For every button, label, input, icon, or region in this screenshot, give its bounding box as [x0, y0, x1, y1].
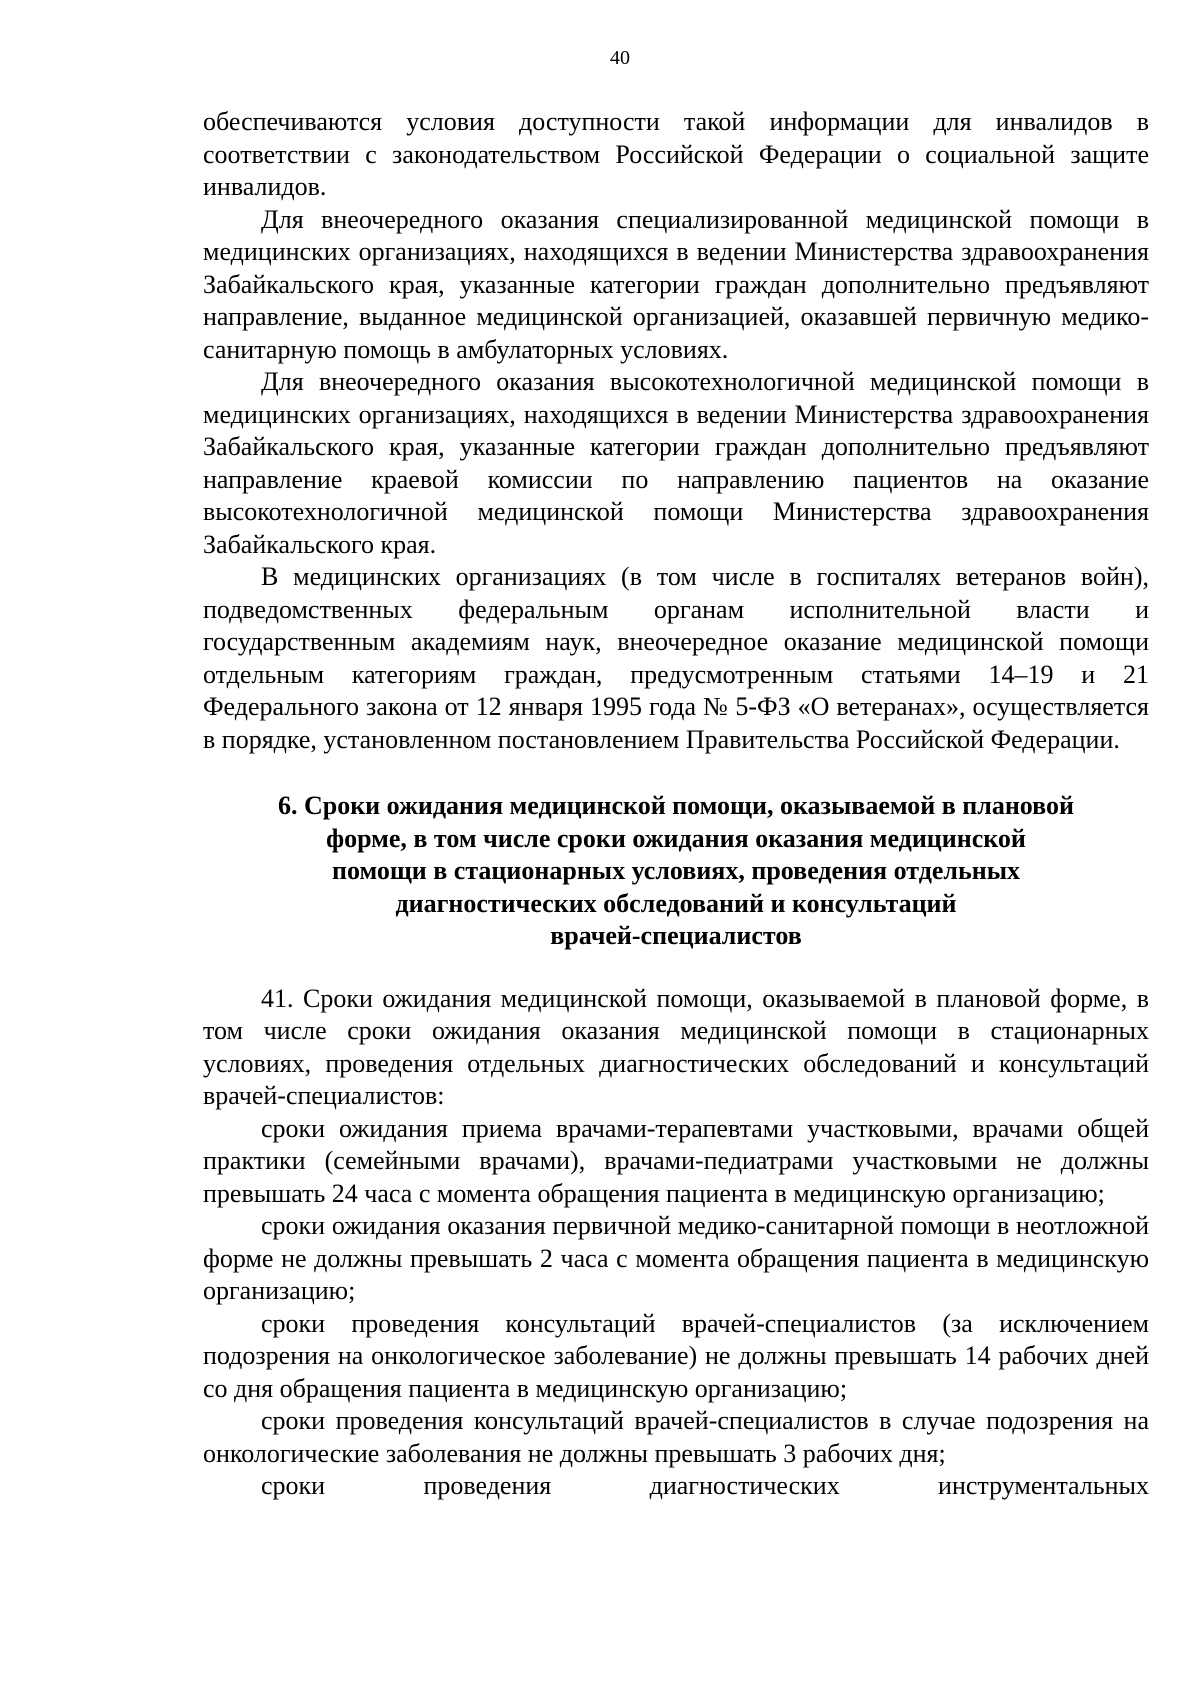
paragraph-item-41: 41. Сроки ожидания медицинской помощи, оказываемой в плановой форме, в том числе сроки ожидания оказания медицинской помощи в стационарных условиях, проведения отдельных диагностических обследований и консультаций врачей-специалистов:: [203, 983, 1149, 1110]
section-heading-line: помощи в стационарных условиях, проведения отдельных: [331, 856, 1021, 885]
paragraph-high-tech-care: Для внеочередного оказания высокотехнологичной медицинской помощи в медицинских организациях, находящихся в ведении Министерства здравоохранения Забайкальского края, указанные категории граждан дополнительно предъявляют направление краевой комиссии по направлению пациентов на оказание высокотехнологичной медицинской помощи Министерства здравоохранения Забайкальского края.: [203, 367, 1149, 559]
paragraph-diagnostics-wait: сроки проведения диагностических инструментальных: [261, 1471, 1149, 1500]
paragraph-specialist-wait: сроки проведения консультаций врачей-специалистов (за исключением подозрения на онкологическое заболевание) не должны превышать 14 рабочих дней со дня обращения пациента в медицинскую организацию;: [203, 1308, 1149, 1403]
page-number: 40: [610, 47, 630, 69]
section-heading-line: форме, в том числе сроки ожидания оказания медицинской: [326, 823, 1026, 853]
document-body: [203, 106, 1149, 1503]
section-heading-line: диагностических обследований и консультаций: [395, 888, 957, 918]
section-heading-line: 6. Сроки ожидания медицинской помощи, оказываемой в плановой: [277, 791, 1075, 820]
paragraph-oncology-wait: сроки проведения консультаций врачей-специалистов в случае подозрения на онкологические заболевания не должны превышать 3 рабочих дня;: [203, 1406, 1149, 1468]
paragraph-urgent-wait: сроки ожидания оказания первичной медико-санитарной помощи в неотложной форме не должны превышать 2 часа с момента обращения пациента в медицинскую организацию;: [203, 1211, 1149, 1305]
section-heading-line: врачей-специалистов: [550, 921, 802, 950]
section-heading: [203, 790, 1149, 953]
paragraph-federal-organizations: В медицинских организациях (в том числе в госпиталях ветеранов войн), подведомственных федеральным органам исполнительной власти и государственным академиям наук, внеочередное оказание медицинской помощи отдельным категориям граждан, предусмотренным статьями 14–19 и 21 Федерального закона от 12 января 1995 года № 5-ФЗ «О ветеранах», осуществляется в порядке, установленном постановлением Правительства Российской Федерации.: [203, 562, 1149, 754]
paragraph-specialized-care: Для внеочередного оказания специализированной медицинской помощи в медицинских организациях, находящихся в ведении Министерства здравоохранения Забайкальского края, указанные категории граждан дополнительно предъявляют направление, выданное медицинской организацией, оказавшей первичную медико-санитарную помощь в амбулаторных условиях.: [203, 204, 1149, 364]
paragraph-therapist-wait: сроки ожидания приема врачами-терапевтами участковыми, врачами общей практики (семейными врачами), врачами-педиатрами участковыми не должны превышать 24 часа с момента обращения пациента в медицинскую организацию;: [203, 1113, 1149, 1208]
paragraph-continuation: обеспечиваются условия доступности такой информации для инвалидов в соответствии с законодательством Российской Федерации о социальной защите инвалидов.: [203, 107, 1149, 201]
